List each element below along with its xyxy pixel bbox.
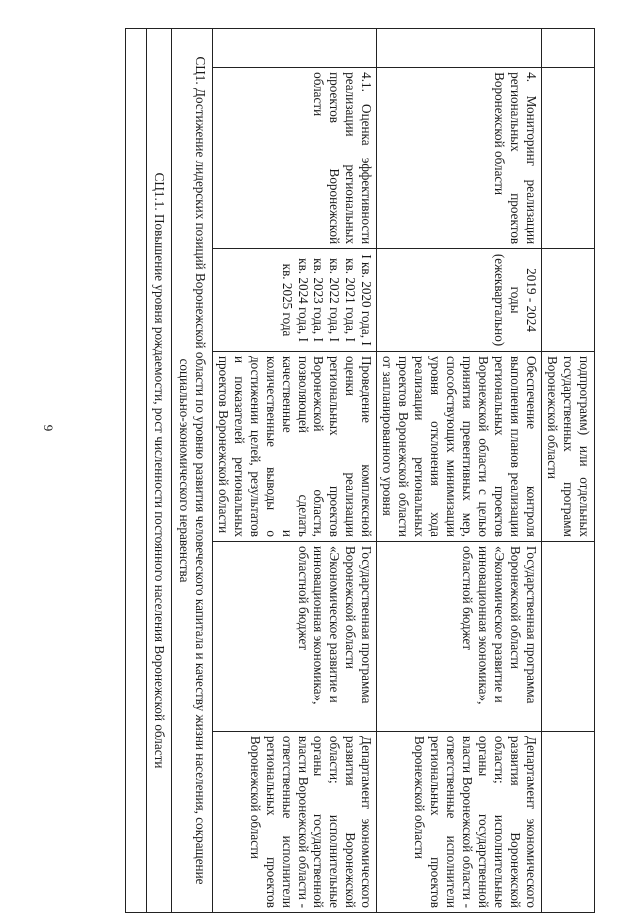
- executor-cell: Департамент экономического развития Воронежской области; исполнительные органы государственной власти Воронежской области - ответственные исполнители региональных проектов Воронежской области: [212, 731, 377, 912]
- source-cell: Государственная программа Воронежской области «Экономическое развитие и инновационная экономика», областной бюджет: [377, 541, 542, 731]
- num-name-cell: [542, 68, 595, 249]
- action-plan-table: [125, 28, 595, 913]
- table-row: [377, 29, 542, 913]
- blank-cell: [377, 29, 542, 68]
- goal-sc11-cell: СЦ1.1. Повышение уровня рождаемости, рост численности постоянного населения Воронежской области: [146, 29, 171, 913]
- executor-cell: [542, 731, 595, 912]
- num-name-cell: 4.1. Оценка эффективности реализации региональных проектов Воронежской области: [212, 68, 377, 249]
- period-cell: [542, 249, 595, 352]
- empty-cell: [125, 29, 146, 913]
- source-cell: Государственная программа Воронежской области «Экономическое развитие и инновационная экономика», областной бюджет: [212, 541, 377, 731]
- action-cell: подпрограмм) или отдельных государственных программ Воронежской области: [542, 351, 595, 541]
- source-cell: [542, 541, 595, 731]
- period-cell: 2019 - 2024 годы (ежеквартально): [377, 249, 542, 352]
- rotated-table-sheet: [55, 28, 595, 913]
- action-cell: Обеспечение контроля выполнения планов реализации региональных проектов Воронежской области с целью принятия превентивных мер, способствующих минимизации уровня отклонения хода реализации региональных проектов Воронежской области от запланированного уровня: [377, 351, 542, 541]
- empty-row: [125, 29, 146, 913]
- blank-cell: [212, 29, 377, 68]
- goal-sc1-cell: СЦ1. Достижение лидерских позиций Воронежской области по уровню развития человеческого капитала и качеству жизни населения, сокращение социально-экономического неравенства: [171, 29, 212, 913]
- goal-row: [171, 29, 212, 913]
- num-name-cell: 4. Мониторинг реализации региональных проектов Воронежской области: [377, 68, 542, 249]
- action-cell: Проведение комплексной оценки реализации региональных проектов Воронежской области, позволяющей сделать качественные и количественные выводы о достижении целей, результатов и показателей региональных проектов Воронежской области: [212, 351, 377, 541]
- goal-row: [146, 29, 171, 913]
- blank-cell: [542, 29, 595, 68]
- table-row: [542, 29, 595, 913]
- period-cell: I кв. 2020 года, I кв. 2021 года, I кв. 2022 года, I кв. 2023 года, I кв. 2024 года, I кв. 2025 года: [212, 249, 377, 352]
- table-row: [212, 29, 377, 913]
- page-number: 9: [41, 424, 56, 432]
- executor-cell: Департамент экономического развития Воронежской области; исполнительные органы государственной власти Воронежской области - ответственные исполнители региональных проектов Воронежской области: [377, 731, 542, 912]
